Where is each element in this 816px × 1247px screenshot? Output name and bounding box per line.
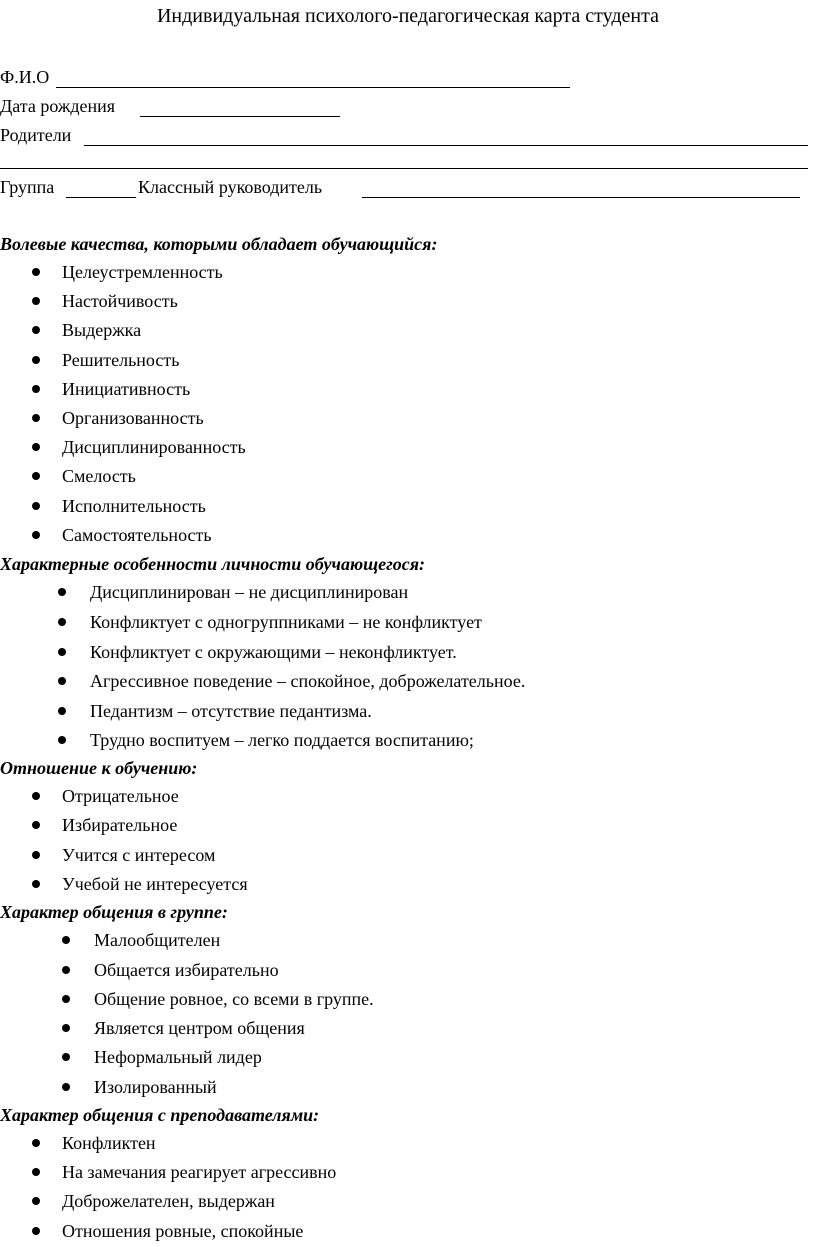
list-item: Отрицательное [62,786,179,806]
personality-heading: Характерные особенности личности обучающегося: [0,554,426,574]
list-item: Педантизм – отсутствие педантизма. [90,701,372,721]
list-item: На замечания реагирует агрессивно [62,1162,337,1182]
bullet-icon [32,880,40,888]
bullet-icon [32,385,40,393]
bullet-icon [58,588,66,596]
list-item: Настойчивость [62,291,178,311]
bullet-icon [32,1197,40,1205]
bullet-icon [32,531,40,539]
bullet-icon [32,414,40,422]
bullet-icon [32,472,40,480]
parents-field[interactable] [84,145,808,146]
bullet-icon [32,1139,40,1147]
list-item: Учебой не интересуется [62,874,248,894]
list-item: Самостоятельность [62,525,212,545]
bullet-icon [32,268,40,276]
learning-heading: Отношение к обучению: [0,758,198,778]
bullet-icon [32,502,40,510]
bullet-icon [32,326,40,334]
list-item: Исполнительность [62,496,206,516]
bullet-icon [62,995,70,1003]
list-item: Решительность [62,350,180,370]
list-item: Общается избирательно [94,960,279,980]
group-communication-heading: Характер общения в группе: [0,902,228,922]
bullet-icon [58,677,66,685]
group-label: Группа [0,177,55,197]
bullet-icon [32,821,40,829]
list-item: Доброжелателен, выдержан [62,1191,275,1211]
bullet-icon [32,851,40,859]
bullet-icon [32,1168,40,1176]
list-item: Общение ровное, со всеми в группе. [94,989,374,1009]
list-item: Трудно воспитуем – легко поддается воспитанию; [90,730,474,750]
list-item: Смелость [62,466,136,486]
bullet-icon [32,356,40,364]
list-item: Изолированный [94,1077,217,1097]
group-field[interactable] [66,197,136,198]
bullet-icon [32,443,40,451]
volitional-heading: Волевые качества, которыми обладает обучающийся: [0,234,438,254]
list-item: Является центром общения [94,1018,305,1038]
list-item: Инициативность [62,379,191,399]
birth-date-field[interactable] [140,116,340,117]
list-item: Учится с интересом [62,845,216,865]
fio-field[interactable] [56,87,570,88]
list-item: Малообщителен [94,930,221,950]
fio-label: Ф.И.О [0,67,50,87]
bullet-icon [32,792,40,800]
document-title: Индивидуальная психолого-педагогическая карта студента [156,5,659,27]
birth-date-label: Дата рождения [0,96,116,116]
list-item: Конфликтует с одногруппниками – не конфликтует [90,612,482,632]
bullet-icon [58,648,66,656]
bullet-icon [62,1083,70,1091]
bullet-icon [32,1227,40,1235]
list-item: Отношения ровные, спокойные [62,1221,304,1241]
class-teacher-field[interactable] [362,197,800,198]
list-item: Целеустремленность [62,262,223,282]
bullet-icon [62,1024,70,1032]
list-item: Избирательное [62,815,178,835]
bullet-icon [62,966,70,974]
parents-label: Родители [0,125,72,145]
bullet-icon [58,618,66,626]
list-item: Конфликтует с окружающими – неконфликтует. [90,642,457,662]
bullet-icon [62,936,70,944]
bullet-icon [58,736,66,744]
list-item: Дисциплинирован – не дисциплинирован [90,582,409,602]
list-item: Организованность [62,408,204,428]
list-item: Конфликтен [62,1133,156,1153]
bullet-icon [58,707,66,715]
class-teacher-label: Классный руководитель [138,177,323,197]
parents-field-line2[interactable] [0,168,808,169]
teacher-communication-heading: Характер общения с преподавателями: [0,1105,320,1125]
list-item: Агрессивное поведение – спокойное, доброжелательное. [90,671,526,691]
list-item: Выдержка [62,320,142,340]
bullet-icon [32,297,40,305]
list-item: Неформальный лидер [94,1047,262,1067]
bullet-icon [62,1053,70,1061]
list-item: Дисциплинированность [62,437,246,457]
